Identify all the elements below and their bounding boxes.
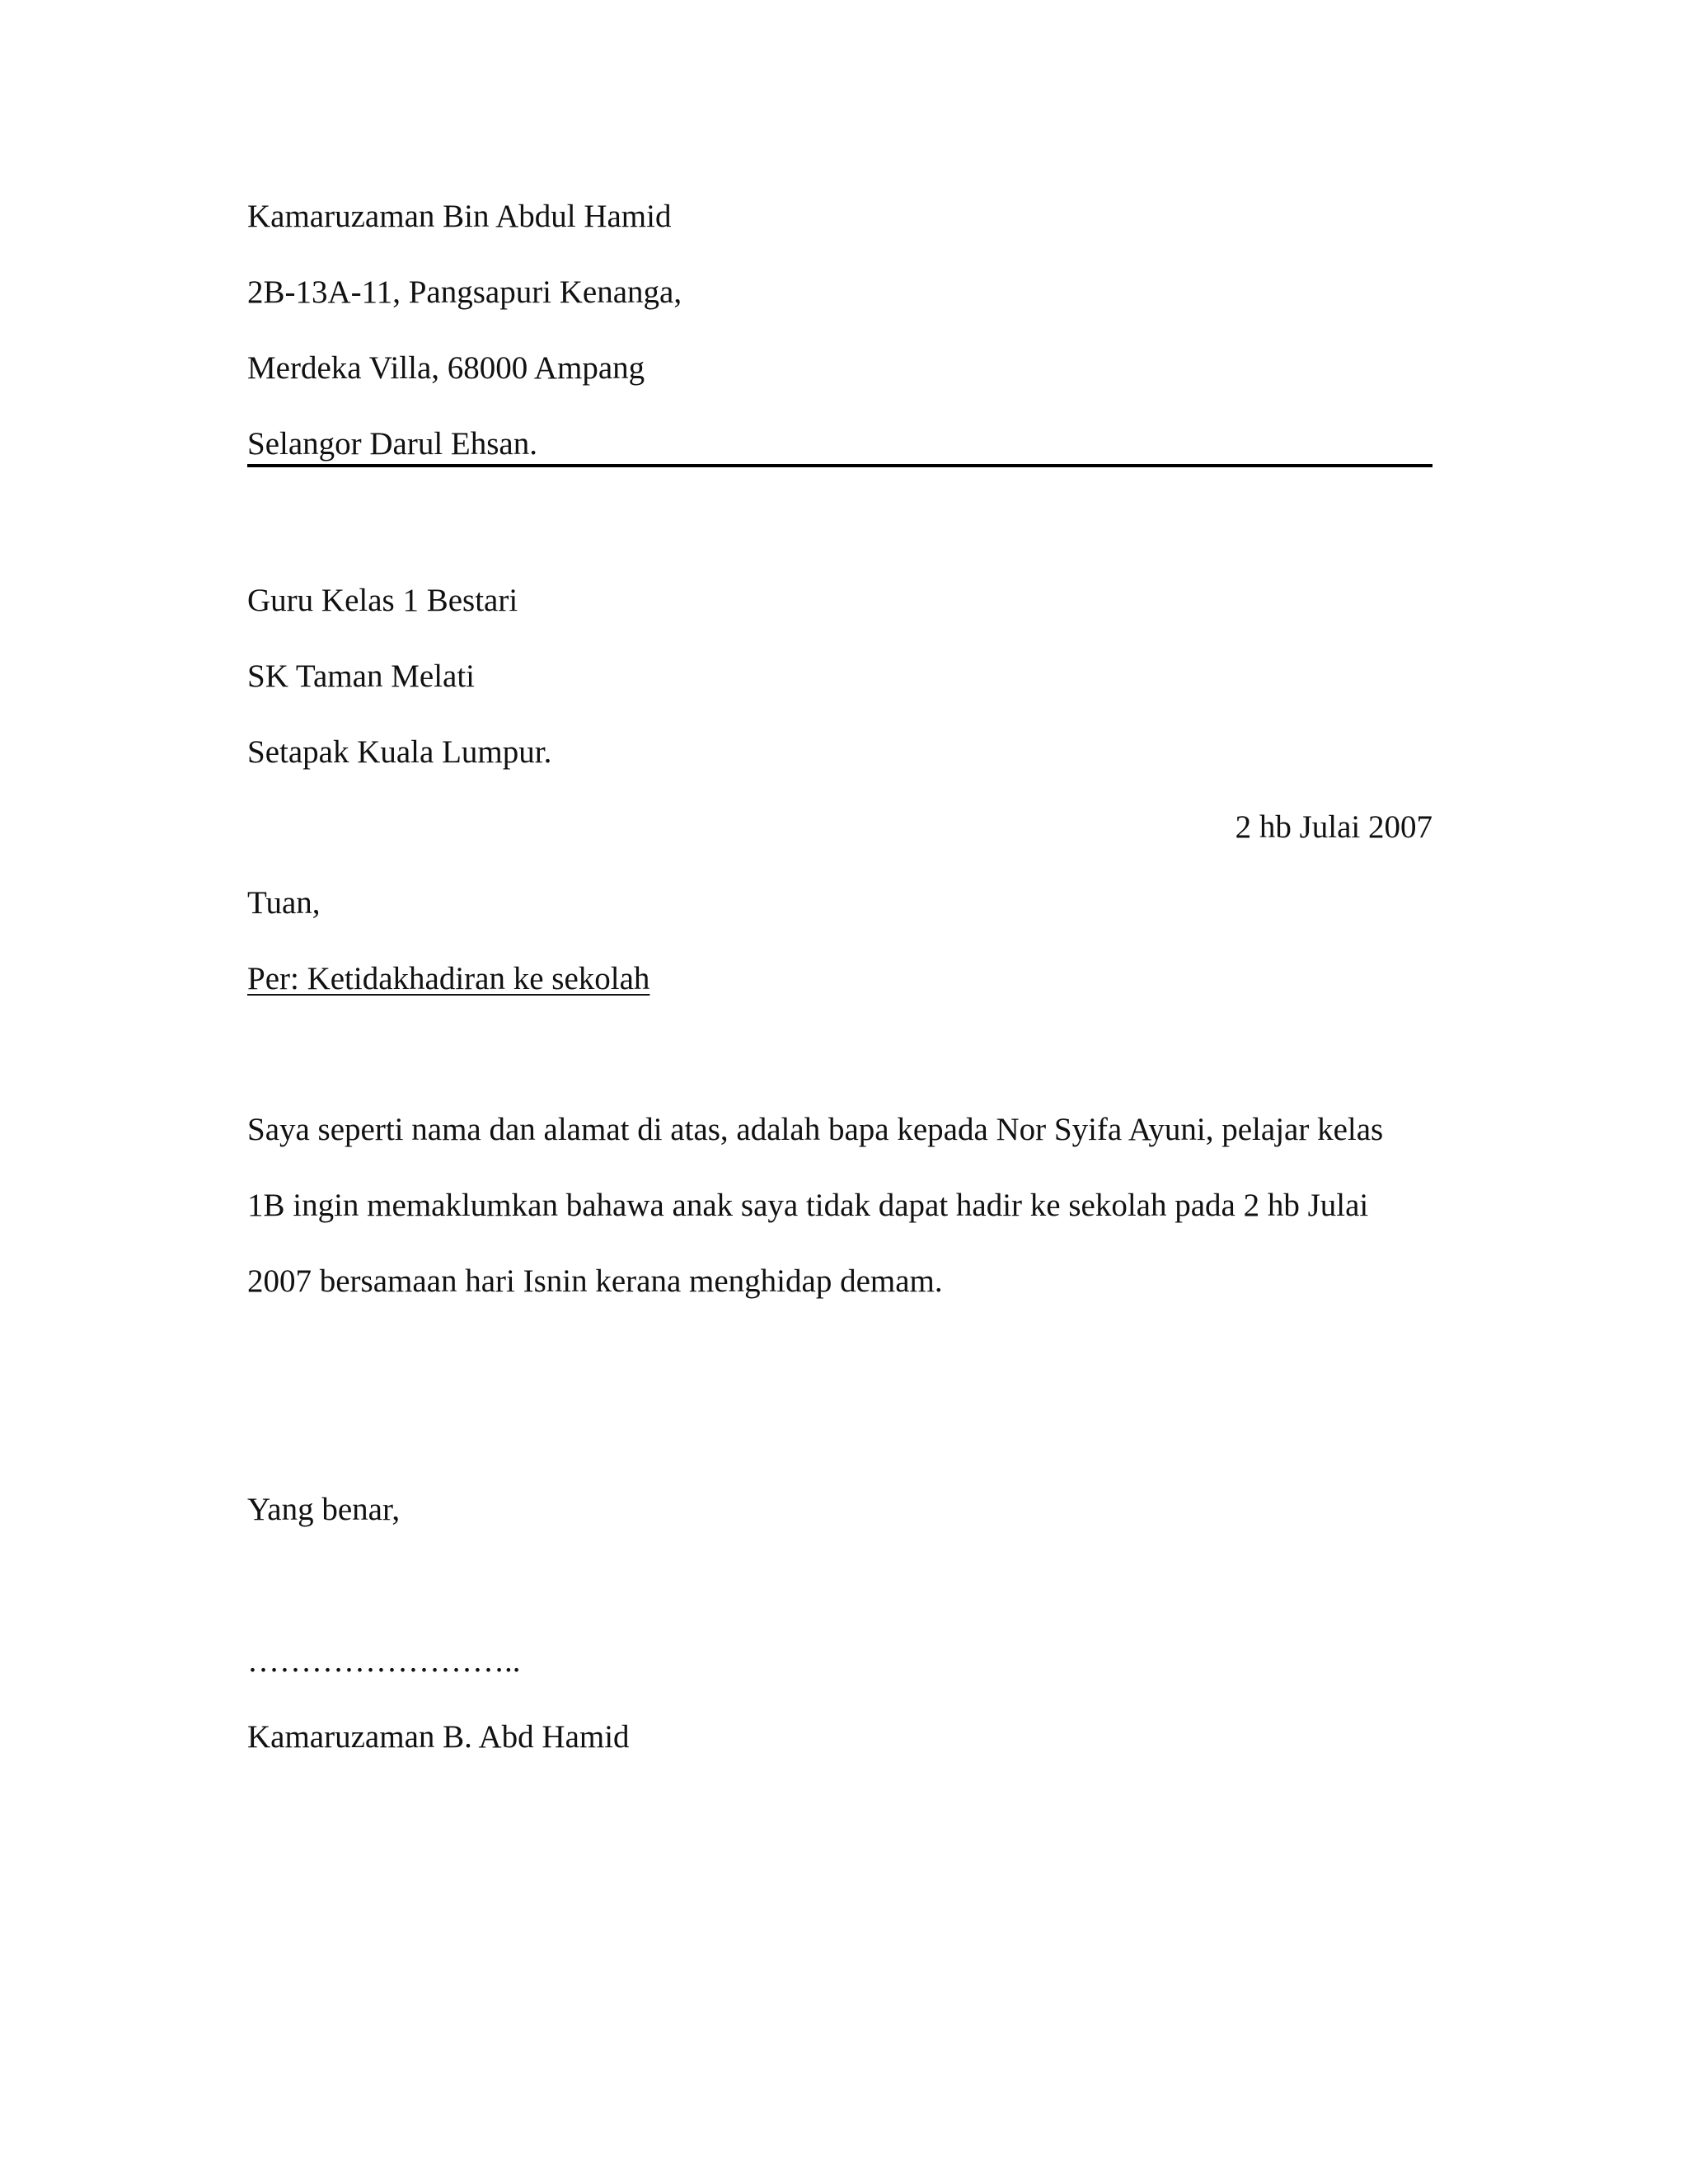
body-line-1: Saya seperti nama dan alamat di atas, adalah bapa kepada Nor Syifa Ayuni, pelajar kelas xyxy=(247,1112,1384,1147)
body-line-2: 1B ingin memaklumkan bahawa anak saya tidak dapat hadir ke sekolah pada 2 hb Julai xyxy=(247,1188,1369,1223)
subject-line: Per: Ketidakhadiran ke sekolah xyxy=(247,961,650,996)
sender-name: Kamaruzaman Bin Abdul Hamid xyxy=(247,199,672,234)
sender-address-line-3: Selangor Darul Ehsan. xyxy=(247,426,537,462)
sender-address-line-1: 2B-13A-11, Pangsapuri Kenanga, xyxy=(247,274,682,310)
recipient-line-1: Guru Kelas 1 Bestari xyxy=(247,583,518,618)
body-line-3: 2007 bersamaan hari Isnin kerana menghidap demam. xyxy=(247,1263,943,1299)
sender-address-line-2: Merdeka Villa, 68000 Ampang xyxy=(247,350,645,386)
address-divider xyxy=(247,464,1432,467)
salutation: Tuan, xyxy=(247,885,321,921)
closing: Yang benar, xyxy=(247,1492,401,1527)
signature-dots: …………………….. xyxy=(247,1643,521,1679)
signatory-name: Kamaruzaman B. Abd Hamid xyxy=(247,1719,630,1755)
letter-date: 2 hb Julai 2007 xyxy=(1235,809,1432,845)
recipient-line-2: SK Taman Melati xyxy=(247,658,476,694)
recipient-line-3: Setapak Kuala Lumpur. xyxy=(247,734,552,770)
